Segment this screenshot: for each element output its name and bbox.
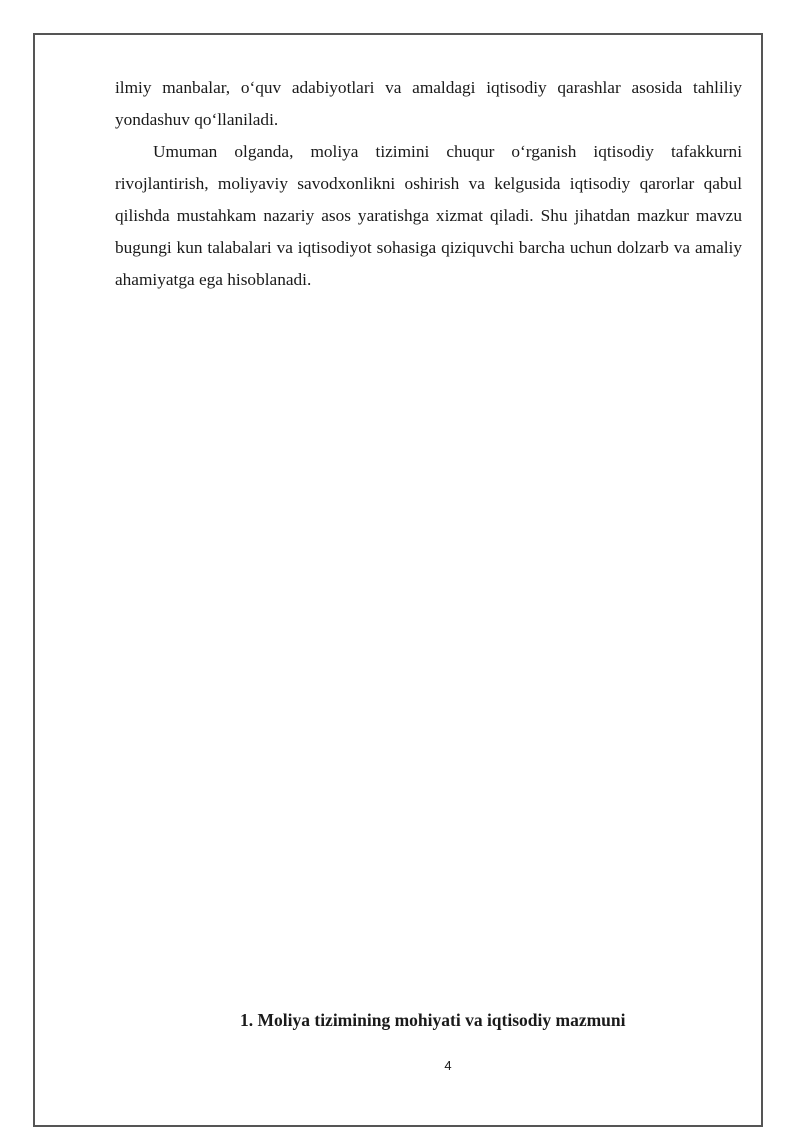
page-number: 4	[444, 1058, 452, 1073]
section-heading: 1. Moliya tizimining mohiyati va iqtisodiy mazmuni	[240, 1010, 626, 1030]
paragraph-conclusion: Umuman olganda, moliya tizimini chuqur o‘rganish iqtisodiy tafakkurni rivojlantirish, moliyaviy savodxonlikni oshirish va kelgusida iqtisodiy qarorlar qabul qilishda mustahkam nazariy asos yaratishga xizmat qiladi. Shu jihatdan mazkur mavzu bugungi kun talabalari va iqtisodiyot sohasiga qiziquvchi barcha uchun dolzarb va amaliy ahamiyatga ega hisoblanadi.	[115, 142, 742, 289]
document-body	[115, 72, 742, 296]
paragraph-continuation: ilmiy manbalar, o‘quv adabiyotlari va amaldagi iqtisodiy qarashlar asosida tahliliy yondashuv qo‘llaniladi.	[115, 78, 742, 129]
